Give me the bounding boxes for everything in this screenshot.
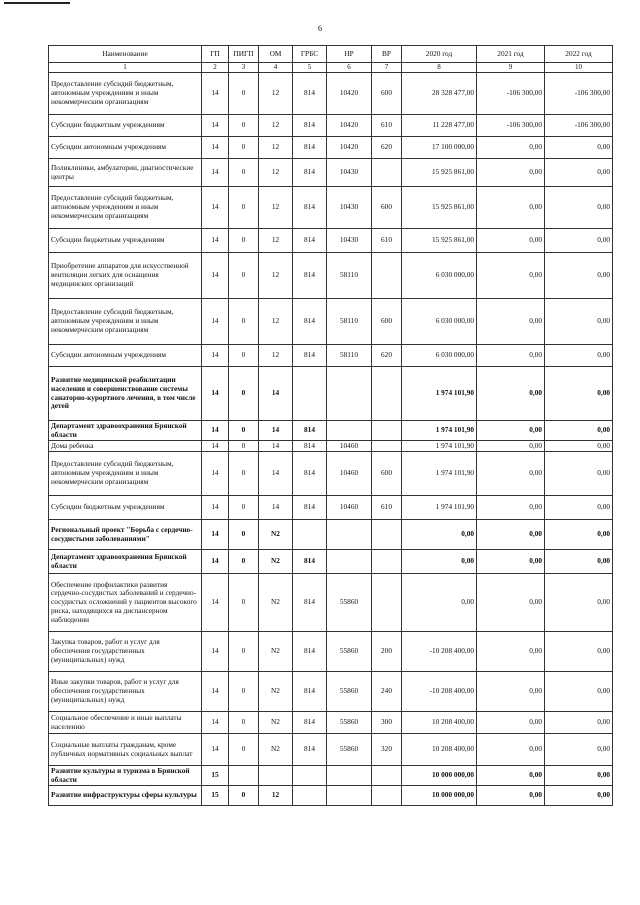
cell-nr: 55860: [327, 632, 372, 672]
cell-2022: 0,00: [545, 672, 613, 712]
header-name: Наименование: [49, 46, 202, 63]
cell-2021: 0,00: [477, 574, 545, 632]
cell-grbs: 814: [293, 253, 327, 299]
cell-2021: 0,00: [477, 345, 545, 367]
cell-grbs: 814: [293, 712, 327, 734]
cell-name: Департамент здравоохранения Брянской области: [49, 421, 202, 441]
cell-2020: 1 974 101,90: [402, 421, 477, 441]
cell-2022: -106 300,00: [545, 73, 613, 115]
cell-om: 14: [259, 421, 293, 441]
cell-vr: 600: [372, 187, 402, 229]
cell-grbs: 814: [293, 73, 327, 115]
cell-grbs: [293, 520, 327, 550]
header-number: 1: [49, 63, 202, 73]
table-row: [49, 496, 613, 520]
cell-gp: 14: [202, 229, 229, 253]
cell-om: N2: [259, 712, 293, 734]
cell-name: Субсидии автономным учреждениям: [49, 137, 202, 159]
table-row: [49, 712, 613, 734]
header-number: 8: [402, 63, 477, 73]
cell-grbs: 814: [293, 159, 327, 187]
cell-name: Социальные выплаты гражданам, кроме публичных нормативных социальных выплат: [49, 734, 202, 766]
cell-2020: 0,00: [402, 574, 477, 632]
table-row: [49, 441, 613, 452]
cell-2021: 0,00: [477, 137, 545, 159]
cell-2020: 1 974 101,90: [402, 441, 477, 452]
cell-name: Поликлиники, амбулатории, диагностические центры: [49, 159, 202, 187]
cell-name: Развитие инфраструктуры сферы культуры: [49, 786, 202, 806]
table-row: [49, 672, 613, 712]
cell-2021: 0,00: [477, 367, 545, 421]
cell-om: 12: [259, 786, 293, 806]
cell-2021: 0,00: [477, 496, 545, 520]
cell-nr: 10430: [327, 187, 372, 229]
table-row: [49, 520, 613, 550]
cell-2021: 0,00: [477, 550, 545, 574]
cell-grbs: 814: [293, 229, 327, 253]
cell-vr: 610: [372, 496, 402, 520]
cell-2020: 11 228 477,00: [402, 115, 477, 137]
cell-2022: 0,00: [545, 253, 613, 299]
cell-2021: 0,00: [477, 159, 545, 187]
cell-om: [259, 766, 293, 786]
cell-pigp: 0: [229, 441, 259, 452]
cell-name: Департамент здравоохранения Брянской области: [49, 550, 202, 574]
table-row: [49, 159, 613, 187]
table-row: [49, 345, 613, 367]
cell-vr: [372, 786, 402, 806]
cell-grbs: 814: [293, 574, 327, 632]
header-number: 3: [229, 63, 259, 73]
cell-gp: 15: [202, 766, 229, 786]
cell-gp: 14: [202, 712, 229, 734]
cell-om: 14: [259, 441, 293, 452]
cell-om: N2: [259, 734, 293, 766]
cell-nr: [327, 766, 372, 786]
cell-2022: 0,00: [545, 452, 613, 496]
cell-2022: 0,00: [545, 137, 613, 159]
header-number: 6: [327, 63, 372, 73]
cell-nr: 10460: [327, 452, 372, 496]
cell-gp: 14: [202, 496, 229, 520]
cell-vr: 200: [372, 632, 402, 672]
cell-grbs: 814: [293, 672, 327, 712]
cell-2020: 1 974 101,90: [402, 496, 477, 520]
cell-nr: 55860: [327, 712, 372, 734]
cell-2021: 0,00: [477, 229, 545, 253]
cell-om: 14: [259, 496, 293, 520]
cell-vr: [372, 421, 402, 441]
cell-vr: 610: [372, 229, 402, 253]
cell-2020: -10 208 400,00: [402, 632, 477, 672]
cell-pigp: 0: [229, 345, 259, 367]
top-rule: [4, 2, 70, 4]
cell-gp: 14: [202, 187, 229, 229]
cell-nr: 10420: [327, 115, 372, 137]
cell-2021: 0,00: [477, 187, 545, 229]
cell-vr: [372, 550, 402, 574]
cell-om: 12: [259, 253, 293, 299]
cell-pigp: 0: [229, 187, 259, 229]
table-row: [49, 115, 613, 137]
cell-gp: 14: [202, 452, 229, 496]
cell-grbs: 814: [293, 421, 327, 441]
cell-2022: 0,00: [545, 421, 613, 441]
cell-2022: 0,00: [545, 734, 613, 766]
cell-pigp: 0: [229, 73, 259, 115]
table-row: [49, 229, 613, 253]
cell-gp: 14: [202, 441, 229, 452]
cell-2022: 0,00: [545, 299, 613, 345]
cell-2022: 0,00: [545, 574, 613, 632]
cell-name: Субсидии бюджетным учреждениям: [49, 115, 202, 137]
cell-pigp: 0: [229, 229, 259, 253]
table-row: [49, 550, 613, 574]
cell-pigp: 0: [229, 712, 259, 734]
cell-pigp: 0: [229, 452, 259, 496]
table-row: [49, 367, 613, 421]
header-2021: 2021 год: [477, 46, 545, 63]
cell-vr: 300: [372, 712, 402, 734]
cell-gp: 14: [202, 299, 229, 345]
cell-name: Социальное обеспечение и иные выплаты населению: [49, 712, 202, 734]
cell-name: Субсидии автономным учреждениям: [49, 345, 202, 367]
cell-gp: 14: [202, 520, 229, 550]
cell-om: 12: [259, 159, 293, 187]
cell-vr: 600: [372, 452, 402, 496]
cell-om: 14: [259, 452, 293, 496]
cell-2022: 0,00: [545, 441, 613, 452]
cell-2021: 0,00: [477, 734, 545, 766]
cell-2022: 0,00: [545, 520, 613, 550]
cell-pigp: 0: [229, 632, 259, 672]
cell-gp: 14: [202, 345, 229, 367]
cell-nr: [327, 367, 372, 421]
cell-gp: 14: [202, 632, 229, 672]
header-number-row: [49, 63, 613, 73]
cell-2022: 0,00: [545, 766, 613, 786]
cell-grbs: [293, 786, 327, 806]
cell-vr: [372, 441, 402, 452]
cell-2020: 10 208 400,00: [402, 712, 477, 734]
cell-pigp: 0: [229, 299, 259, 345]
cell-vr: 240: [372, 672, 402, 712]
cell-nr: [327, 550, 372, 574]
cell-gp: 14: [202, 367, 229, 421]
cell-vr: [372, 520, 402, 550]
cell-2020: 28 328 477,00: [402, 73, 477, 115]
table-row: [49, 421, 613, 441]
cell-nr: 55860: [327, 734, 372, 766]
cell-2020: 15 925 861,00: [402, 187, 477, 229]
cell-2020: 10 000 000,00: [402, 766, 477, 786]
cell-gp: 14: [202, 115, 229, 137]
cell-2021: -106 300,00: [477, 115, 545, 137]
cell-vr: [372, 159, 402, 187]
cell-nr: [327, 786, 372, 806]
table-row: [49, 137, 613, 159]
cell-nr: 55860: [327, 574, 372, 632]
cell-2022: 0,00: [545, 159, 613, 187]
cell-gp: 14: [202, 137, 229, 159]
cell-grbs: 814: [293, 441, 327, 452]
cell-name: Субсидии бюджетным учреждениям: [49, 229, 202, 253]
cell-nr: 58110: [327, 299, 372, 345]
cell-gp: 14: [202, 159, 229, 187]
cell-om: 12: [259, 115, 293, 137]
cell-om: 12: [259, 299, 293, 345]
cell-2022: 0,00: [545, 345, 613, 367]
table-row: [49, 253, 613, 299]
cell-vr: [372, 253, 402, 299]
cell-2021: 0,00: [477, 299, 545, 345]
cell-pigp: 0: [229, 734, 259, 766]
cell-2021: 0,00: [477, 421, 545, 441]
header-2022: 2022 год: [545, 46, 613, 63]
cell-2020: 0,00: [402, 550, 477, 574]
cell-pigp: 0: [229, 115, 259, 137]
cell-pigp: 0: [229, 786, 259, 806]
cell-name: Закупка товаров, работ и услуг для обеспечения государственных (муниципальных) нужд: [49, 632, 202, 672]
cell-gp: 14: [202, 672, 229, 712]
cell-gp: 14: [202, 73, 229, 115]
cell-2020: 15 925 861,00: [402, 229, 477, 253]
cell-nr: 55860: [327, 672, 372, 712]
cell-2021: 0,00: [477, 766, 545, 786]
cell-2022: 0,00: [545, 712, 613, 734]
cell-2021: 0,00: [477, 452, 545, 496]
cell-name: Региональный проект "Борьба с сердечно-сосудистыми заболеваниями": [49, 520, 202, 550]
cell-2022: 0,00: [545, 632, 613, 672]
header-number: 7: [372, 63, 402, 73]
cell-2021: 0,00: [477, 632, 545, 672]
cell-om: 12: [259, 137, 293, 159]
cell-om: 12: [259, 345, 293, 367]
cell-vr: [372, 574, 402, 632]
cell-vr: 620: [372, 137, 402, 159]
cell-name: Развитие культуры и туризма в Брянской области: [49, 766, 202, 786]
cell-nr: [327, 520, 372, 550]
table-row: [49, 632, 613, 672]
cell-pigp: 0: [229, 496, 259, 520]
cell-vr: 620: [372, 345, 402, 367]
cell-2020: 6 030 000,00: [402, 345, 477, 367]
table-row: [49, 187, 613, 229]
cell-name: Предоставление субсидий бюджетным, автономным учреждениям и иным некоммерческим организациям: [49, 452, 202, 496]
cell-gp: 14: [202, 734, 229, 766]
table-row: [49, 574, 613, 632]
table-row: [49, 766, 613, 786]
cell-gp: 14: [202, 421, 229, 441]
cell-pigp: 0: [229, 550, 259, 574]
header-number: 2: [202, 63, 229, 73]
cell-nr: 10460: [327, 496, 372, 520]
cell-vr: 600: [372, 73, 402, 115]
cell-grbs: 814: [293, 632, 327, 672]
cell-2020: 1 974 101,90: [402, 367, 477, 421]
cell-om: N2: [259, 520, 293, 550]
cell-2022: 0,00: [545, 187, 613, 229]
cell-grbs: 814: [293, 550, 327, 574]
cell-2021: 0,00: [477, 253, 545, 299]
cell-vr: 600: [372, 299, 402, 345]
header-number: 10: [545, 63, 613, 73]
cell-grbs: 814: [293, 345, 327, 367]
cell-pigp: 0: [229, 672, 259, 712]
cell-om: 12: [259, 187, 293, 229]
page-number: 6: [318, 24, 322, 33]
cell-om: N2: [259, 574, 293, 632]
cell-name: Приобретение аппаратов для искусственной вентиляции легких для оснащения медицинских организаций: [49, 253, 202, 299]
cell-pigp: 0: [229, 520, 259, 550]
header-nr: НР: [327, 46, 372, 63]
cell-grbs: 814: [293, 137, 327, 159]
cell-name: Обеспечение профилактики развития сердечно-сосудистых заболеваний и сердечно-сосудистых осложнений у пациентов высокого риска, находящихся на диспансерном наблюдении: [49, 574, 202, 632]
table-row: [49, 299, 613, 345]
cell-name: Субсидии бюджетным учреждениям: [49, 496, 202, 520]
cell-om: N2: [259, 632, 293, 672]
cell-gp: 14: [202, 574, 229, 632]
cell-nr: 10420: [327, 137, 372, 159]
cell-2021: 0,00: [477, 786, 545, 806]
cell-vr: 320: [372, 734, 402, 766]
cell-name: Предоставление субсидий бюджетным, автономным учреждениям и иным некоммерческим организациям: [49, 299, 202, 345]
header-pigp: ПИГП: [229, 46, 259, 63]
header-row: [49, 46, 613, 63]
cell-2020: 0,00: [402, 520, 477, 550]
cell-pigp: 0: [229, 253, 259, 299]
cell-nr: 10420: [327, 73, 372, 115]
cell-2022: -106 300,00: [545, 115, 613, 137]
cell-grbs: 814: [293, 496, 327, 520]
table-row: [49, 73, 613, 115]
cell-pigp: 0: [229, 367, 259, 421]
header-grbs: ГРБС: [293, 46, 327, 63]
cell-nr: 10460: [327, 441, 372, 452]
cell-om: 12: [259, 73, 293, 115]
cell-vr: [372, 367, 402, 421]
cell-grbs: 814: [293, 187, 327, 229]
cell-gp: 14: [202, 550, 229, 574]
header-2020: 2020 год: [402, 46, 477, 63]
cell-grbs: [293, 367, 327, 421]
cell-2021: 0,00: [477, 520, 545, 550]
cell-grbs: 814: [293, 115, 327, 137]
table-body: [49, 73, 613, 806]
cell-om: N2: [259, 550, 293, 574]
table-row: [49, 734, 613, 766]
cell-pigp: [229, 766, 259, 786]
cell-nr: 10430: [327, 229, 372, 253]
cell-nr: 58110: [327, 345, 372, 367]
cell-2020: 6 030 000,00: [402, 253, 477, 299]
cell-name: Дома ребенка: [49, 441, 202, 452]
cell-2022: 0,00: [545, 229, 613, 253]
cell-2022: 0,00: [545, 550, 613, 574]
cell-2022: 0,00: [545, 367, 613, 421]
cell-2022: 0,00: [545, 786, 613, 806]
cell-nr: 10430: [327, 159, 372, 187]
table-row: [49, 786, 613, 806]
cell-2020: 10 000 000,00: [402, 786, 477, 806]
cell-pigp: 0: [229, 159, 259, 187]
budget-table: [48, 45, 613, 806]
cell-om: 12: [259, 229, 293, 253]
cell-grbs: 814: [293, 452, 327, 496]
cell-2020: 10 208 400,00: [402, 734, 477, 766]
cell-om: 14: [259, 367, 293, 421]
cell-name: Предоставление субсидий бюджетным, автономным учреждениям и иным некоммерческим организациям: [49, 187, 202, 229]
cell-2021: 0,00: [477, 672, 545, 712]
cell-grbs: 814: [293, 299, 327, 345]
cell-name: Предоставление субсидий бюджетным, автономным учреждениям и иным некоммерческим организациям: [49, 73, 202, 115]
cell-pigp: 0: [229, 137, 259, 159]
cell-2020: -10 208 400,00: [402, 672, 477, 712]
cell-2021: 0,00: [477, 712, 545, 734]
cell-2020: 1 974 101,90: [402, 452, 477, 496]
cell-pigp: 0: [229, 574, 259, 632]
header-number: 4: [259, 63, 293, 73]
cell-vr: 610: [372, 115, 402, 137]
cell-name: Развитие медицинской реабилитации населения и совершенствование системы санаторно-курортного лечения, в том числе детей: [49, 367, 202, 421]
cell-nr: 58110: [327, 253, 372, 299]
cell-vr: [372, 766, 402, 786]
header-om: ОМ: [259, 46, 293, 63]
header-gp: ГП: [202, 46, 229, 63]
header-vr: ВР: [372, 46, 402, 63]
header-number: 9: [477, 63, 545, 73]
cell-2020: 17 100 000,00: [402, 137, 477, 159]
cell-grbs: [293, 766, 327, 786]
cell-name: Иные закупки товаров, работ и услуг для обеспечения государственных (муниципальных) нужд: [49, 672, 202, 712]
cell-2022: 0,00: [545, 496, 613, 520]
cell-gp: 15: [202, 786, 229, 806]
cell-2021: -106 300,00: [477, 73, 545, 115]
cell-gp: 14: [202, 253, 229, 299]
cell-2020: 6 030 000,00: [402, 299, 477, 345]
header-number: 5: [293, 63, 327, 73]
cell-grbs: 814: [293, 734, 327, 766]
cell-2021: 0,00: [477, 441, 545, 452]
table-row: [49, 452, 613, 496]
cell-om: N2: [259, 672, 293, 712]
cell-pigp: 0: [229, 421, 259, 441]
cell-2020: 15 925 861,00: [402, 159, 477, 187]
cell-nr: [327, 421, 372, 441]
